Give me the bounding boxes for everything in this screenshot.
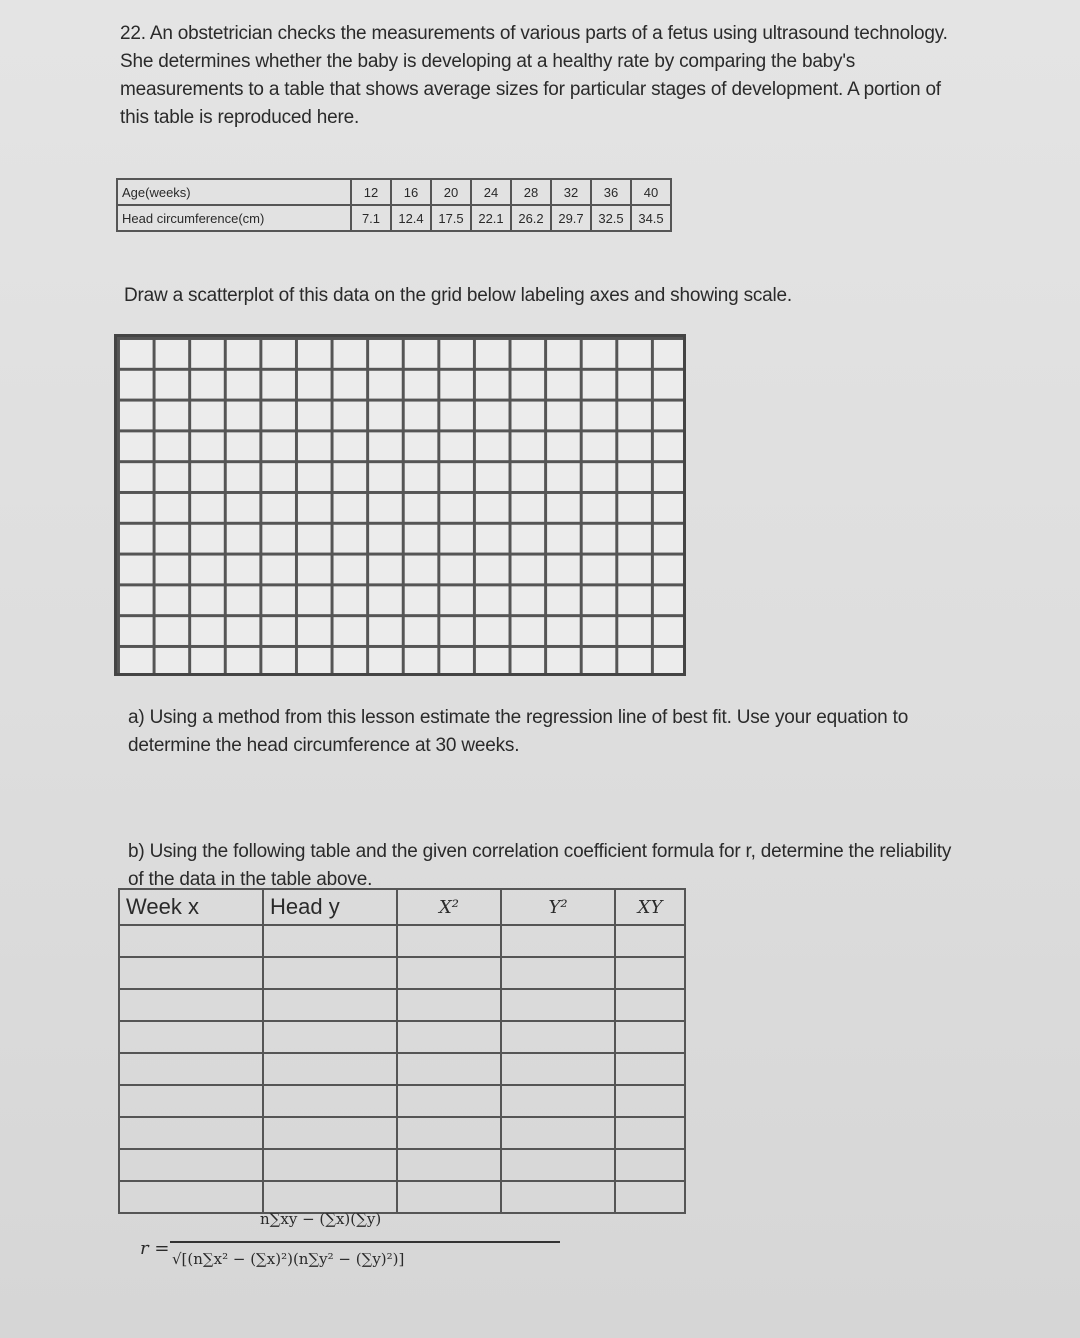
head-cell: 29.7 [551, 205, 591, 231]
problem-intro: 22. An obstetrician checks the measurements of various parts of a fetus using ultrasound technology. She determines whether the baby is developing at a healthy rate by comparing the baby's measurements to a table that shows average sizes for particular stages of development. A portion of this table is reproduced here. [120, 23, 948, 128]
table-row [119, 957, 685, 989]
cell[interactable] [501, 1117, 615, 1149]
table-row [119, 925, 685, 957]
cell[interactable] [501, 1181, 615, 1213]
formula-numerator: n∑xy − (∑x)(∑y) [260, 1210, 382, 1228]
head-cell: 7.1 [351, 205, 391, 231]
col-head-y: Head y [263, 889, 397, 925]
age-cell: 28 [511, 179, 551, 205]
cell[interactable] [119, 1149, 263, 1181]
regression-header-row [119, 889, 685, 925]
age-label: Age(weeks) [117, 179, 351, 205]
head-cell: 12.4 [391, 205, 431, 231]
cell[interactable] [501, 1149, 615, 1181]
head-cell: 22.1 [471, 205, 511, 231]
data-table [116, 178, 672, 232]
cell[interactable] [119, 1181, 263, 1213]
cell[interactable] [397, 1181, 501, 1213]
table-row [119, 1149, 685, 1181]
head-row [117, 205, 671, 231]
table-row [119, 1117, 685, 1149]
formula-denominator: √[(n∑x² − (∑x)²)(n∑y² − (∑y)²)] [172, 1250, 405, 1268]
cell[interactable] [397, 989, 501, 1021]
question-b: b) Using the following table and the given correlation coefficient formula for r, determine the reliability of the data in the table above. [128, 841, 952, 890]
col-x-squared: X² [397, 889, 501, 925]
cell[interactable] [615, 957, 685, 989]
cell[interactable] [397, 925, 501, 957]
cell[interactable] [615, 925, 685, 957]
cell[interactable] [615, 989, 685, 1021]
cell[interactable] [263, 925, 397, 957]
age-cell: 36 [591, 179, 631, 205]
cell[interactable] [501, 957, 615, 989]
cell[interactable] [119, 1053, 263, 1085]
question-a: a) Using a method from this lesson estimate the regression line of best fit. Use your equation to determine the head circumference at 30 weeks. [128, 707, 909, 756]
head-cell: 32.5 [591, 205, 631, 231]
cell[interactable] [397, 1085, 501, 1117]
cell[interactable] [119, 1085, 263, 1117]
head-cell: 26.2 [511, 205, 551, 231]
cell[interactable] [615, 1181, 685, 1213]
cell[interactable] [501, 1085, 615, 1117]
age-cell: 24 [471, 179, 511, 205]
table-row [119, 989, 685, 1021]
cell[interactable] [263, 1053, 397, 1085]
cell[interactable] [615, 1085, 685, 1117]
col-week-x: Week x [119, 889, 263, 925]
cell[interactable] [501, 1053, 615, 1085]
table-row [119, 1053, 685, 1085]
r-label: r = [140, 1238, 170, 1259]
col-xy: XY [615, 889, 685, 925]
head-cell: 17.5 [431, 205, 471, 231]
cell[interactable] [263, 957, 397, 989]
cell[interactable] [615, 1021, 685, 1053]
scatterplot-instruction: Draw a scatterplot of this data on the grid below labeling axes and showing scale. [124, 285, 792, 306]
age-cell: 16 [391, 179, 431, 205]
cell[interactable] [263, 1021, 397, 1053]
cell[interactable] [119, 1021, 263, 1053]
age-cell: 12 [351, 179, 391, 205]
table-row [119, 1085, 685, 1117]
cell[interactable] [119, 957, 263, 989]
cell[interactable] [119, 925, 263, 957]
cell[interactable] [615, 1053, 685, 1085]
cell[interactable] [397, 1021, 501, 1053]
age-row [117, 179, 671, 205]
cell[interactable] [263, 1117, 397, 1149]
cell[interactable] [119, 1117, 263, 1149]
cell[interactable] [263, 1149, 397, 1181]
cell[interactable] [501, 1021, 615, 1053]
regression-table [118, 888, 686, 1214]
col-y-squared: Y² [501, 889, 615, 925]
cell[interactable] [615, 1149, 685, 1181]
cell[interactable] [119, 989, 263, 1021]
age-cell: 32 [551, 179, 591, 205]
table-row [119, 1181, 685, 1213]
cell[interactable] [263, 1181, 397, 1213]
cell[interactable] [397, 1117, 501, 1149]
age-cell: 40 [631, 179, 671, 205]
head-label: Head circumference(cm) [117, 205, 351, 231]
table-row [119, 1021, 685, 1053]
fraction-bar [170, 1241, 560, 1243]
head-cell: 34.5 [631, 205, 671, 231]
cell[interactable] [501, 925, 615, 957]
cell[interactable] [397, 1149, 501, 1181]
cell[interactable] [263, 989, 397, 1021]
cell[interactable] [397, 1053, 501, 1085]
cell[interactable] [615, 1117, 685, 1149]
age-cell: 20 [431, 179, 471, 205]
scatterplot-grid[interactable] [114, 334, 686, 676]
cell[interactable] [263, 1085, 397, 1117]
cell[interactable] [501, 989, 615, 1021]
cell[interactable] [397, 957, 501, 989]
correlation-formula [140, 1210, 580, 1290]
